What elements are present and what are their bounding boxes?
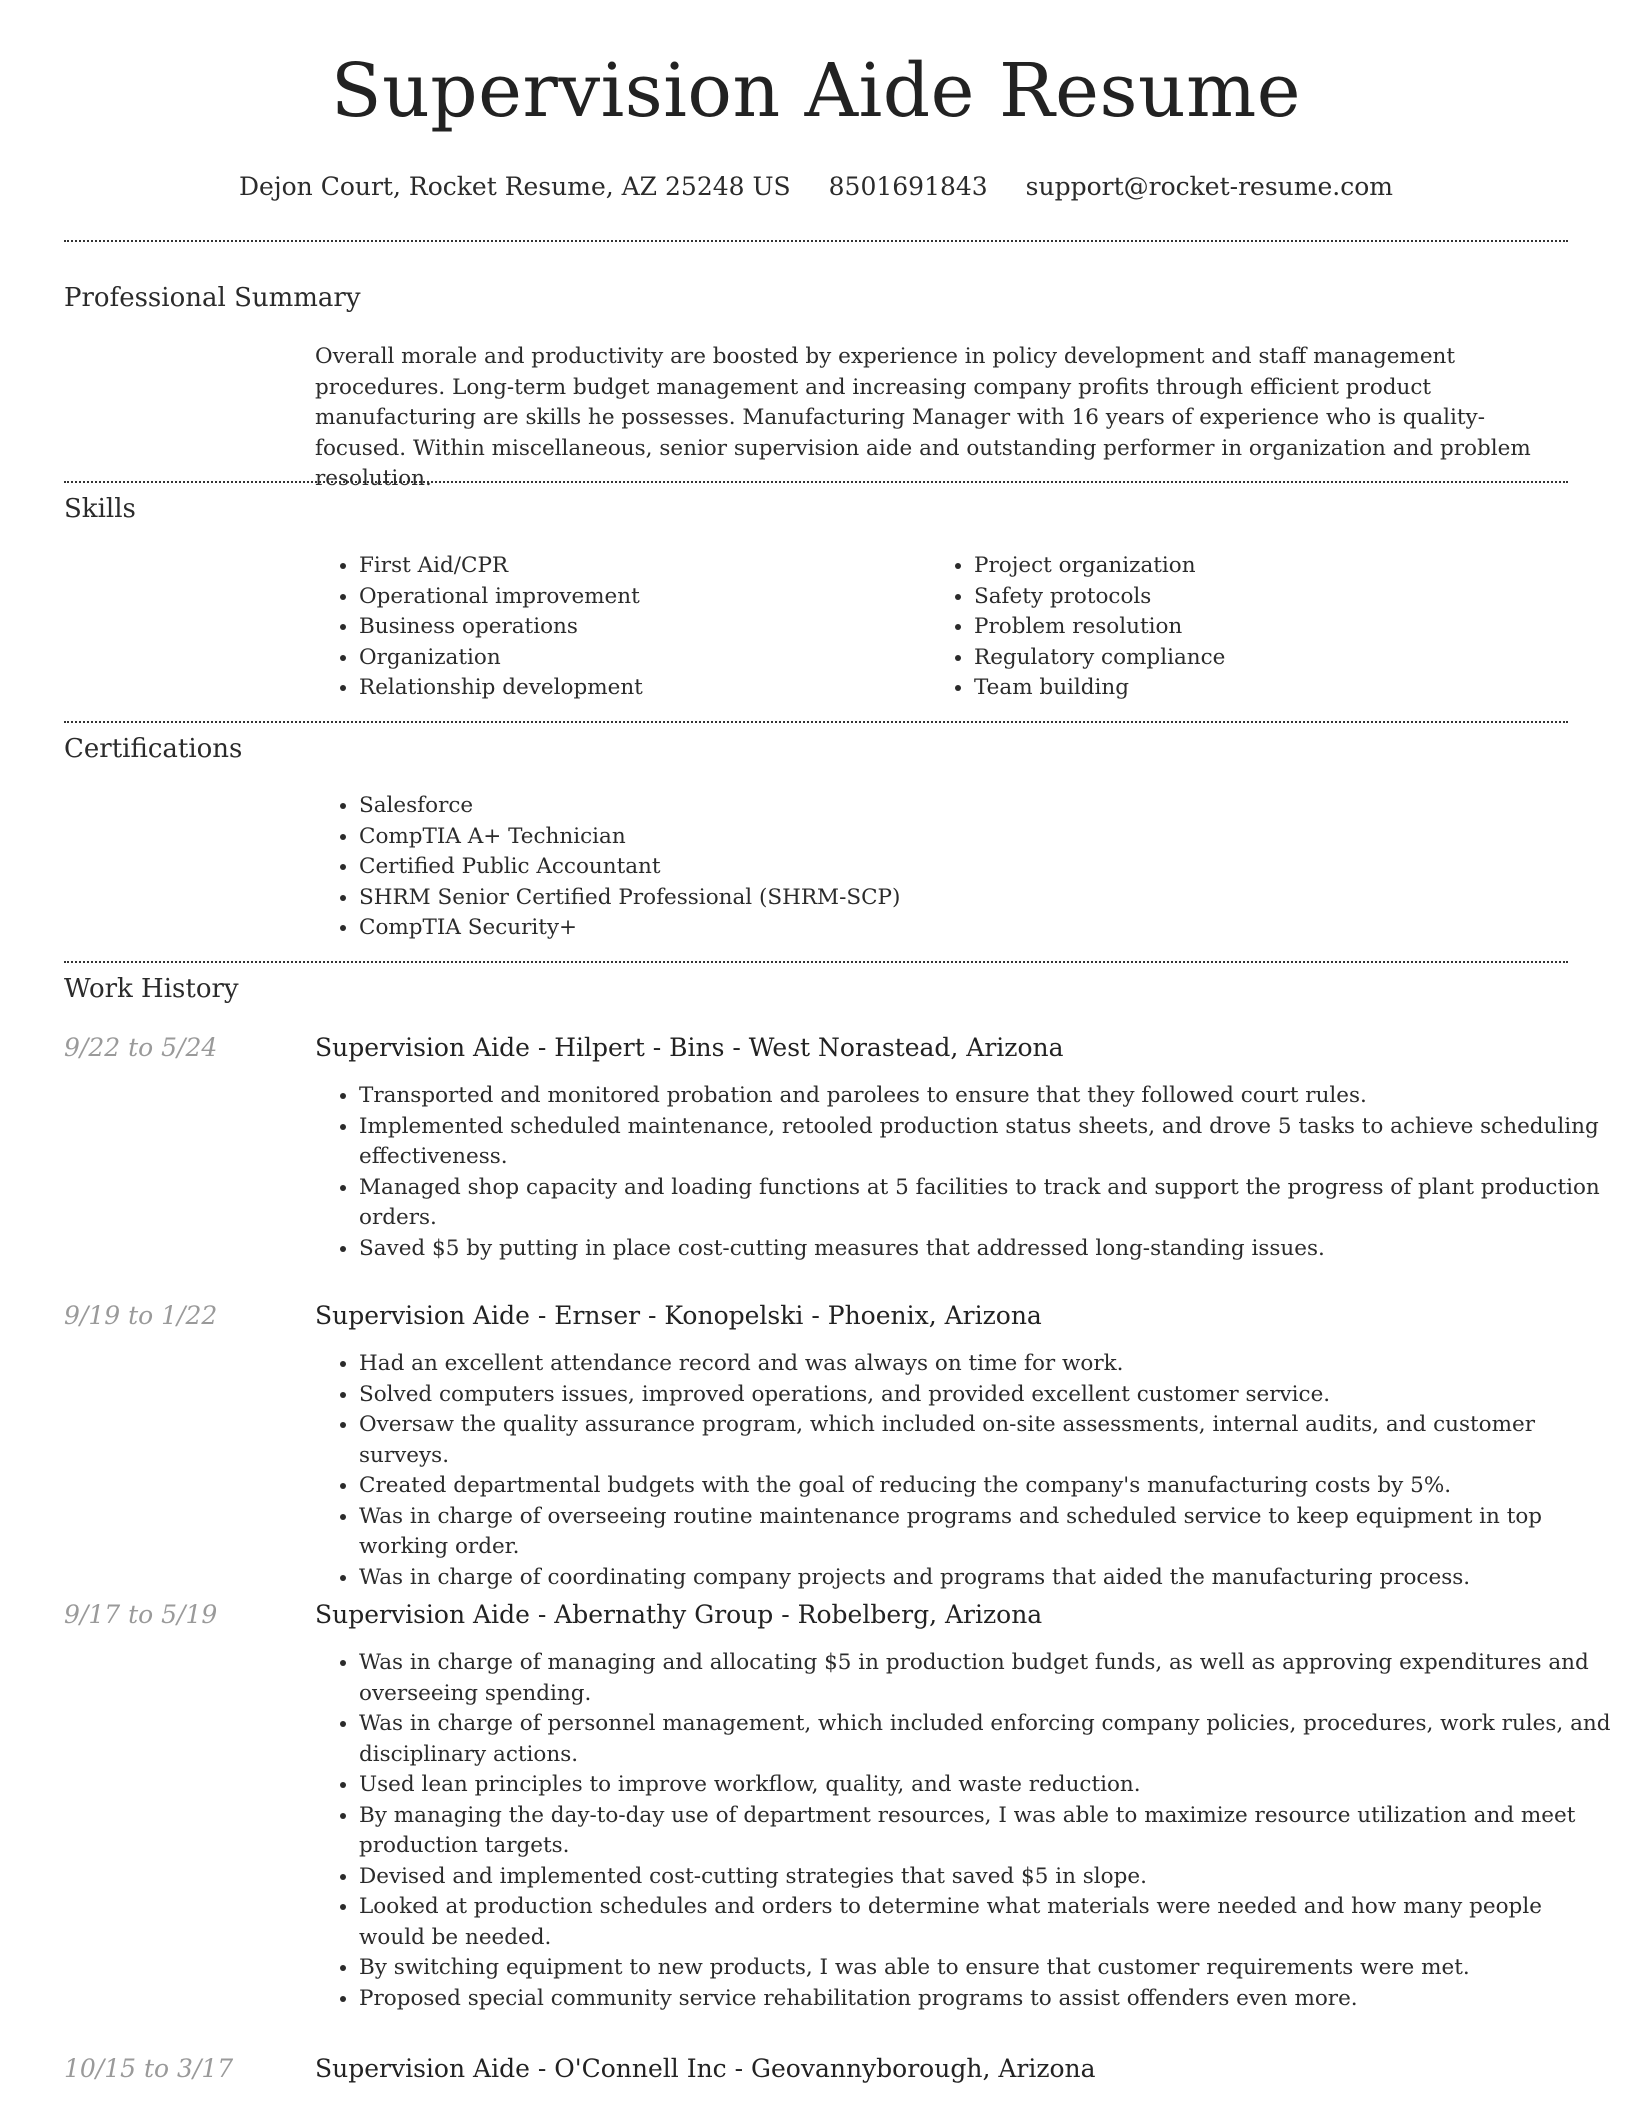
skill-item: • Business operations [359,612,919,643]
certification-item: • SHRM Senior Certified Professional (SHRM-SCP) [359,883,1359,914]
job-dates: 9/19 to 1/22 [64,1301,218,1330]
job-bullet: • Proposed special community service rehabilitation programs to assist offenders even more. [359,1984,1612,2015]
job-bullet: • Saved $5 by putting in place cost-cutting measures that addressed long-standing issues. [359,1234,1612,1265]
job-bullet: • Was in charge of personnel management, which included enforcing company policies, procedures, work rules, and disciplinary actions. [359,1709,1612,1770]
section-title-work-history: Work History [64,974,239,1004]
job-title: Supervision Aide - Abernathy Group - Robelberg, Arizona [315,1600,1043,1629]
job-bullet: • Created departmental budgets with the goal of reducing the company's manufacturing costs by 5%. [359,1471,1612,1502]
skill-item: • Relationship development [359,673,919,704]
professional-summary: Overall morale and productivity are boosted by experience in policy development and staff management procedures. Long-term budget management and increasing company profits through efficient product manufacturing are skills he possesses. Manufacturing Manager with 16 years of experience who is quality-focused. Within miscellaneous, senior supervision aide and outstanding performer in organization and problem resolution. [315,344,1531,491]
section-title-certifications: Certifications [64,734,243,764]
skill-item: • Regulatory compliance [974,643,1574,674]
certification-item: • CompTIA Security+ [359,913,1359,944]
job-bullet: • Was in charge of overseeing routine maintenance programs and scheduled service to keep equipment in top working order. [359,1502,1612,1563]
job-bullet: • By managing the day-to-day use of department resources, I was able to maximize resource utilization and meet production targets. [359,1801,1612,1862]
job-bullet: • Oversaw the quality assurance program, which included on-site assessments, internal audits, and customer surveys. [359,1410,1612,1471]
section-divider [64,721,1568,723]
job-bullet: • Was in charge of managing and allocating $5 in production budget funds, as well as approving expenditures and overseeing spending. [359,1648,1612,1709]
job-bullet: • Solved computers issues, improved operations, and provided excellent customer service. [359,1380,1612,1411]
job-bullet: • Looked at production schedules and orders to determine what materials were needed and how many people would be needed. [359,1892,1612,1953]
job-bullet: • Was in charge of coordinating company projects and programs that aided the manufacturing process. [359,1563,1612,1594]
section-divider [64,240,1568,242]
contact-line [0,172,1632,201]
job-title: Supervision Aide - Ernser - Konopelski - Phoenix, Arizona [315,1301,1042,1330]
skill-item: • Operational improvement [359,582,919,613]
job-bullet: • Managed shop capacity and loading functions at 5 facilities to track and support the progress of plant production orders. [359,1173,1612,1234]
job-title: Supervision Aide - Hilpert - Bins - West Norastead, Arizona [315,1033,1064,1062]
job-bullet: • Used lean principles to improve workflow, quality, and waste reduction. [359,1770,1612,1801]
job-bullets [315,1081,1612,1264]
section-divider [64,481,1568,483]
section-title-summary: Professional Summary [64,283,361,313]
certifications-list [315,791,1359,944]
job-title: Supervision Aide - O'Connell Inc - Geovannyborough, Arizona [315,2054,1096,2083]
certification-item: • Salesforce [359,791,1359,822]
skills-list-right [930,551,1574,704]
skill-item: • Project organization [974,551,1574,582]
skill-item: • Team building [974,673,1574,704]
job-bullets [315,1648,1612,2014]
section-title-skills: Skills [64,494,136,524]
contact-address: Dejon Court, Rocket Resume, AZ 25248 US [239,172,791,201]
skill-item: • Problem resolution [974,612,1574,643]
skill-item: • First Aid/CPR [359,551,919,582]
job-bullets [315,1349,1612,1593]
job-bullet: • By switching equipment to new products, I was able to ensure that customer requirements were met. [359,1953,1612,1984]
job-dates: 9/22 to 5/24 [64,1033,218,1062]
job-bullet: • Implemented scheduled maintenance, retooled production status sheets, and drove 5 tasks to achieve scheduling effectiveness. [359,1112,1612,1173]
skill-item: • Safety protocols [974,582,1574,613]
resume-title: Supervision Aide Resume [330,48,1302,134]
skills-list-left [315,551,919,704]
job-dates: 10/15 to 3/17 [64,2054,234,2083]
contact-phone: 8501691843 [828,172,988,201]
skill-item: • Organization [359,643,919,674]
job-dates: 9/17 to 5/19 [64,1600,218,1629]
job-bullet: • Had an excellent attendance record and was always on time for work. [359,1349,1612,1380]
certification-item: • CompTIA A+ Technician [359,822,1359,853]
contact-email: support@rocket-resume.com [1025,172,1393,201]
section-divider [64,961,1568,963]
job-bullet: • Devised and implemented cost-cutting strategies that saved $5 in slope. [359,1862,1612,1893]
job-bullet: • Transported and monitored probation and parolees to ensure that they followed court rules. [359,1081,1612,1112]
certification-item: • Certified Public Accountant [359,852,1359,883]
